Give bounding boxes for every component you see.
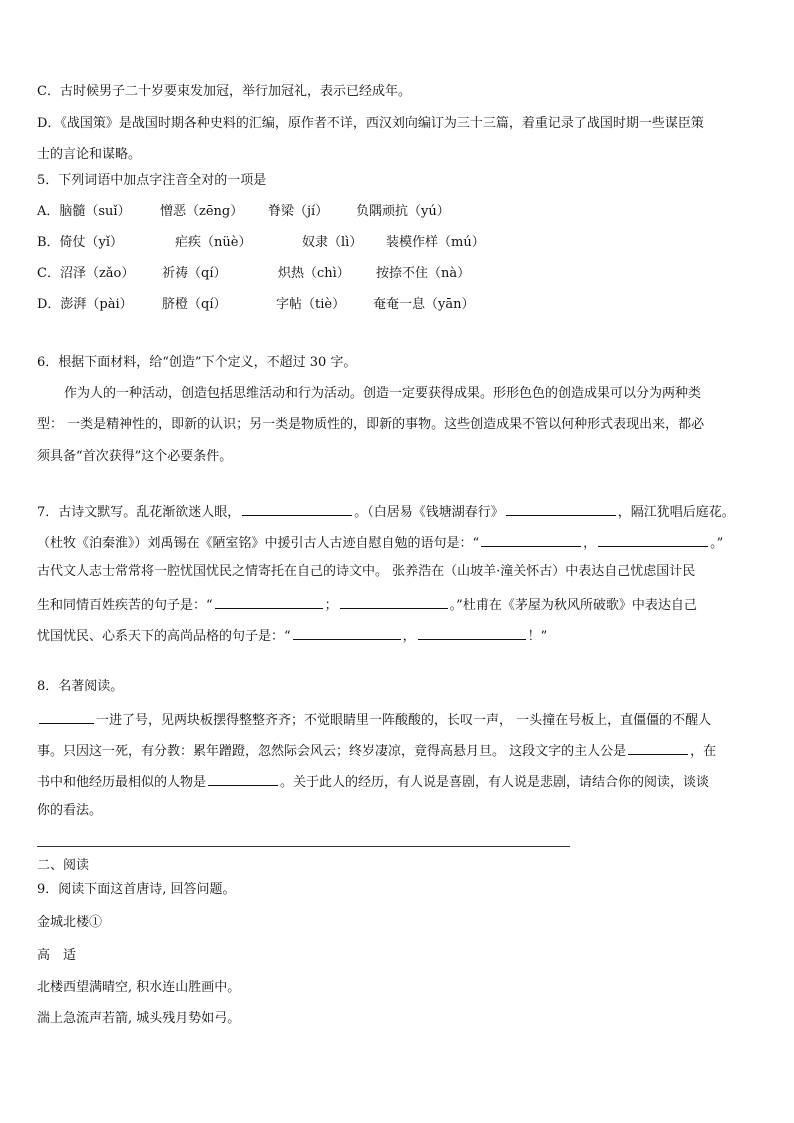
poem-line2: 湍上急流声若箭, 城头残月势如弓。 — [37, 1011, 241, 1026]
q5-b-3: 奴隶（lì） — [302, 235, 363, 250]
q7-blank-3[interactable] — [481, 532, 581, 547]
q8-blank-1[interactable] — [39, 709, 94, 724]
q8-blank-3[interactable] — [208, 771, 278, 786]
q5-d-3: 字帖（tiè） — [276, 297, 346, 312]
section-heading-reading: 二、阅读 — [37, 858, 90, 873]
poem-line1: 北楼西望满晴空, 积水连山胜画中。 — [37, 980, 241, 995]
q4-option-d-line1: D．《战国策》是战国时期各种史料的汇编，原作者不详，西汉刘向编订为三十三篇，着重记录了战国时期一些谋臣策 — [37, 116, 704, 131]
q5-c-1: C．沼泽（zǎo） — [37, 266, 135, 281]
q4-option-d-line2: 士的言论和谋略。 — [37, 147, 142, 162]
q5-a-2: 憎恶（zēng） — [160, 204, 244, 219]
q7-blank-4[interactable] — [598, 532, 708, 547]
q5-b-2: 疟疾（nüè） — [175, 235, 252, 250]
q8-line1: 一进了号，见两块板摆得整整齐齐；不觉眼睛里一阵酸酸的，长叹一声， 一头撞在号板上，直僵僵的不醒人 — [37, 709, 764, 730]
q6-material-line3: 须具备“首次获得”这个必要条件。 — [37, 449, 233, 464]
q8-line4: 你的看法。 — [37, 803, 103, 818]
q6-material-line2: 型： 一类是精神性的，即新的认识；另一类是物质性的，即新的事物。这些创造成果不管以何种形式表现出来，都必 — [37, 417, 705, 432]
q6-material-line1: 作为人的一种活动，创造包括思维活动和行为活动。创造一定要获得成果。形形色色的创造成果可以分为两种类 — [64, 386, 702, 401]
q5-a-3: 脊梁（jí） — [268, 204, 329, 219]
q5-a-4: 负隅顽抗（yú） — [356, 204, 450, 219]
q7-blank-5[interactable] — [215, 594, 323, 609]
q6-title: 6．根据下面材料，给“创造”下个定义，不超过 30 字。 — [37, 355, 357, 370]
q4-option-c: C．古时候男子二十岁要束发加冠，举行加冠礼，表示已经成年。 — [37, 84, 411, 99]
q8-title: 8．名著阅读。 — [37, 679, 124, 694]
poem-author: 高 适 — [37, 948, 77, 963]
q8-blank-2[interactable] — [628, 740, 688, 755]
q5-d-4: 奄奄一息（yān） — [373, 297, 475, 312]
q5-b-4: 装模作样（mú） — [386, 235, 485, 250]
q7-blank-1[interactable] — [242, 501, 352, 516]
q7-blank-8[interactable] — [418, 625, 526, 640]
q9-title: 9．阅读下面这首唐诗, 回答问题。 — [37, 882, 236, 897]
q7-line5: 忧国忧民、心系天下的高尚品格的句子是：“ ， ！” — [37, 625, 764, 646]
q5-c-4: 按捺不住（nà） — [376, 266, 471, 281]
q8-line2: 事。只因这一死，有分教：累年蹭蹬，忽然际会风云；终岁凄凉，竟得高悬月旦。 这段文字的主人公是 ，在 — [37, 740, 764, 761]
q7-blank-6[interactable] — [340, 594, 448, 609]
q7-line3: 古代文人志士常常将一腔忧国忧民之情寄托在自己的诗文中。 张养浩在（山坡羊·潼关怀古）中表达自己忧虑国计民 — [37, 564, 696, 579]
q8-line3: 书中和他经历最相似的人物是 。关于此人的经历，有人说是喜剧，有人说是悲剧，请结合你的阅读，谈谈 — [37, 771, 764, 792]
q5-c-2: 祈祷（qí） — [162, 266, 227, 281]
q5-b-1: B．倚仗（yǐ） — [37, 235, 124, 250]
q5-a-1: A．脑髓（suǐ） — [37, 204, 131, 219]
poem-title: 金城北楼① — [37, 915, 103, 930]
q7-line2: （杜牧《泊秦淮》）刘禹锡在《陋室铭》中援引古人古迹自慰自勉的语句是：“ ， 。” — [37, 532, 764, 553]
q7-line1: 7．古诗文默写。乱花渐欲迷人眼， 。（白居易《钱塘湖春行》 ，隔江犹唱后庭花。 — [37, 501, 764, 522]
q7-blank-2[interactable] — [506, 501, 616, 516]
answer-line[interactable] — [37, 846, 570, 847]
q5-title: 5．下列词语中加点字注音全对的一项是 — [37, 173, 267, 188]
q5-d-1: D．澎湃（pài） — [37, 297, 133, 312]
q5-c-3: 炽热（chì） — [278, 266, 350, 281]
q7-line4: 生和同情百姓疾苦的句子是：“ ； 。”杜甫在《茅屋为秋风所破歌》中表达自己 — [37, 594, 764, 615]
q5-d-2: 脐橙（qí） — [162, 297, 227, 312]
q7-blank-7[interactable] — [293, 625, 401, 640]
